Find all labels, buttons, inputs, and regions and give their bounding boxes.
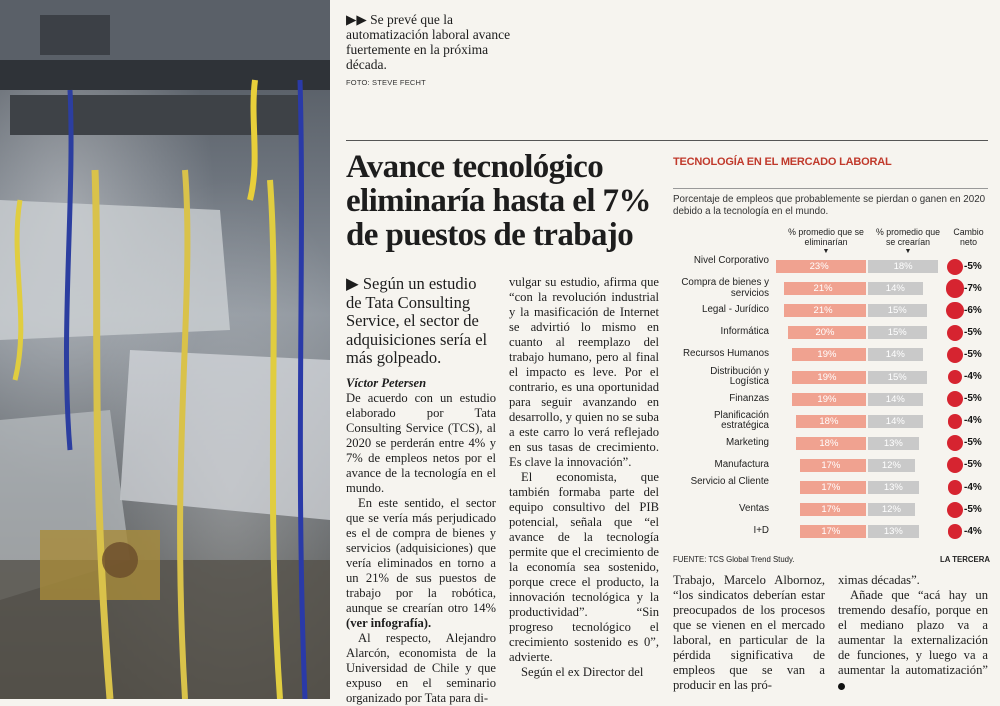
bar-eliminated-label: 19% (817, 393, 837, 405)
bar-eliminated (796, 437, 866, 450)
bar-eliminated-label: 18% (819, 415, 839, 427)
header-created (871, 228, 945, 257)
paragraph: El economista, que también formaba parte del equipo consultivo del PIB potencial, señala que “el avance de la tecnología permite que el crecimiento de la economía sea sostenido, porque crece el producto, la innovación tecnológica y la productividad”. “Sin progreso tecnológico el crecimiento sostenido es 0”, advierte. (509, 470, 659, 664)
net-change-dot (946, 279, 964, 297)
bar-created: 14% (868, 415, 923, 428)
paragraph-text: En este sentido, el sector que se vería más perjudicado es el de compra de bienes y servicios (adquisiciones) que vería eliminados en torno a un 21% de sus puestos de trabajo por la robótica, aunque se crearían otro 14% (346, 496, 496, 615)
job-market-chart (673, 150, 988, 568)
net-change-value: -5% (964, 326, 982, 338)
caption-text: ▶▶ Se prevé que la automatización laboral avance fuertemente en la próxima década. (346, 12, 511, 72)
net-change-dot (947, 457, 963, 473)
net-change-dot (947, 391, 963, 407)
bar-created: 12% (868, 459, 915, 472)
paragraph: ximas décadas”. (838, 573, 920, 587)
bar-created: 12% (868, 503, 915, 516)
paragraph: Según el ex Director del (521, 665, 644, 679)
lede: ▶ Según un estudio de Tata Consulting Service, el sector de adquisiciones sería el más golpeado. (346, 274, 488, 367)
bar-eliminated-label: 17% (821, 526, 841, 538)
bar-created: 15% (868, 304, 927, 317)
row-label: Servicio al Cliente (690, 476, 769, 487)
bar-eliminated (792, 348, 866, 361)
row-label: Informática (720, 326, 769, 338)
net-change-dot (946, 302, 963, 319)
article-column-3 (673, 573, 825, 693)
bar-eliminated (792, 393, 866, 406)
article-column-4 (838, 573, 988, 693)
net-change-value: -7% (964, 282, 982, 294)
bar-created: 15% (868, 326, 927, 339)
bar-eliminated-label: 19% (817, 371, 837, 383)
net-change-dot (948, 370, 963, 385)
row-label: Ventas (739, 503, 769, 515)
down-arrow-icon: ▼ (904, 248, 912, 255)
photo-caption (346, 12, 516, 90)
end-mark-icon (838, 683, 845, 690)
bar-eliminated-label: 20% (815, 327, 835, 339)
article-column-1 (346, 391, 496, 706)
paragraph: Trabajo, Marcelo Albornoz, “los sindicatos deberían estar preocupados de los procesos que se vienen en el mercado laboral, en particular de la pérdida significativa de empleos que se van a producir en las pró- (673, 573, 825, 692)
row-label: Manufactura (714, 458, 769, 470)
article-column-2 (509, 275, 659, 680)
net-change-value: -5% (964, 503, 982, 515)
paragraph-text: Añade que “acá hay un tremendo desafío, porque en el mediano plazo va a aumentar la externalización de funciones, y luego va a aumentar la automatización” (838, 588, 988, 677)
net-change-dot (947, 325, 963, 341)
bar-created: 15% (868, 371, 927, 384)
paragraph (346, 496, 496, 631)
bar-eliminated-label: 17% (821, 504, 841, 516)
net-change-dot (947, 502, 963, 518)
row-label: Nivel Corporativo (693, 255, 769, 266)
factory-robot-photo-icon (0, 0, 330, 699)
bar-eliminated (800, 481, 866, 494)
bar-eliminated (784, 304, 866, 317)
bar-created: 13% (868, 481, 919, 494)
bar-created: 18% (868, 260, 938, 273)
bar-created: 13% (868, 525, 919, 538)
bar-created: 13% (868, 437, 919, 450)
bar-eliminated-label: 23% (809, 261, 829, 272)
bar-eliminated-label: 17% (821, 482, 841, 493)
factory-photo (0, 0, 330, 699)
bar-eliminated-label: 21% (813, 305, 833, 317)
bar-created: 14% (868, 282, 923, 295)
net-change-dot (948, 414, 963, 429)
row-label: Legal - Jurídico (702, 304, 769, 316)
bar-eliminated-label: 18% (819, 437, 839, 449)
bar-eliminated (796, 415, 866, 428)
row-label: Marketing (725, 436, 769, 448)
bar-created: 14% (868, 348, 923, 361)
infographic-reference: (ver infografía). (346, 616, 432, 630)
net-change-dot (948, 480, 963, 495)
header-change: Cambio neto (953, 227, 984, 247)
net-change-value: -6% (964, 304, 982, 316)
paragraph: vulgar su estudio, afirma que “con la revolución industrial y la masificación de Internet se advirtió lo mismo en cuanto al reemplazo del trabajo humano, pero al final el impacto es leve. Por el contrario, es una oportunidad para seguir avanzando en desarrollo, y quien no se suba a este carro lo verá reflejado en sus tasas de crecimiento. Es clave la innovación”. (509, 275, 659, 469)
bar-eliminated-label: 21% (813, 283, 833, 295)
header-created-label: % promedio que se crearían (875, 227, 941, 247)
photo-credit: FOTO: STEVE FECHT (346, 78, 426, 87)
bar-eliminated (792, 371, 866, 384)
byline: Víctor Petersen (346, 376, 427, 390)
net-change-value: -4% (964, 415, 982, 427)
net-change-value: -5% (964, 459, 982, 471)
net-change-value: -4% (964, 525, 982, 537)
bar-eliminated (776, 260, 866, 273)
bar-eliminated (800, 503, 866, 516)
chart-brand: LA TERCERA (940, 555, 990, 564)
net-change-dot (947, 259, 963, 275)
net-change-value: -5% (964, 393, 982, 405)
chart-title-rule (673, 188, 988, 189)
bar-eliminated-label: 19% (817, 349, 837, 361)
net-change-value: -4% (964, 481, 982, 493)
row-label: Finanzas (729, 392, 769, 404)
row-label: Recursos Humanos (682, 348, 769, 360)
chart-subtitle: Porcentaje de empleos que probablemente se pierdan o ganen en 2020 debido a la tecnología en el mundo. (673, 194, 986, 217)
net-change-dot (947, 347, 963, 363)
bar-eliminated (800, 525, 866, 538)
bar-eliminated-label: 17% (821, 459, 841, 471)
paragraph: Al respecto, Alejandro Alarcón, economista de la Universidad de Chile y que expuso en el seminario organizado por Tata para di- (346, 631, 496, 705)
paragraph: De acuerdo con un estudio elaborado por Tata Consulting Service (TCS), al 2020 se perderán entre 4% y 7% de empleos netos por el avance de la tecnología en el mundo. (346, 391, 496, 495)
bar-created: 14% (868, 393, 923, 406)
row-label: Distribución y Logística (710, 365, 769, 387)
bar-eliminated (788, 326, 866, 339)
section-divider (346, 140, 988, 141)
net-change-value: -5% (964, 260, 982, 272)
header-eliminated (781, 228, 871, 257)
net-change-value: -5% (964, 348, 982, 360)
header-eliminated-label: % promedio que se eliminarían (788, 227, 864, 247)
bar-eliminated (784, 282, 866, 295)
down-arrow-icon: ▼ (822, 248, 830, 255)
bar-eliminated (800, 459, 866, 472)
chart-source: FUENTE: TCS Global Trend Study. (673, 555, 795, 564)
net-change-dot (947, 435, 963, 451)
headline: Avance tecnológico eliminaría hasta el 7% de puestos de trabajo (346, 149, 651, 253)
chart-title: TECNOLOGÍA EN EL MERCADO LABORAL (673, 156, 892, 168)
row-label: Compra de bienes y servicios (681, 277, 769, 299)
row-label: I+D (753, 525, 769, 537)
row-label: Planificación estratégica (713, 409, 769, 432)
net-change-dot (948, 524, 963, 539)
net-change-value: -5% (964, 437, 982, 449)
net-change-value: -4% (964, 371, 982, 382)
paragraph (838, 588, 988, 693)
